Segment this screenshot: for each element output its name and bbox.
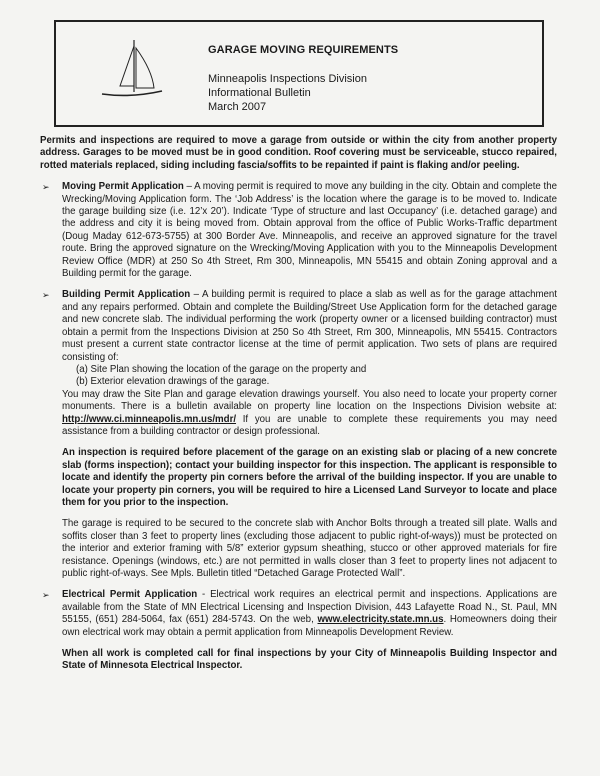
- plan-item-b: (b) Exterior elevation drawings of the garage.: [76, 376, 270, 388]
- electrical-permit-text-2: . Homeowners doing their own electrical work may obtain a permit application from Minneapolis Development Review.: [62, 614, 557, 638]
- arrow-bullet-icon: ➢: [42, 590, 50, 601]
- electrical-permit-text: - Electrical work requires an electrical permit and inspections. Applications are available from the State of MN Electrical Licensing and Inspection Division, 443 Lafayette Road N., St. Paul, MN 55155, (651) 284-5064, fax (651) 284-5743. On the web,: [62, 589, 557, 626]
- bulletin-date: March 2007: [208, 101, 267, 113]
- electrical-permit-heading: Electrical Permit Application: [62, 589, 198, 601]
- moving-permit-text: – A moving permit is required to move any building in the city. Obtain and complete the Wrecking/Moving Application form. The ‘Job Address’ is the location where the garage is to be moved to. Indicate the garage building size (i.e. 12’x 20’). Indicate ‘Type of structure and last Occupancy’ (i.e. detached garage) and the address and city it is being moved from. Obtain approval from the office of Public Works-Traffic department (Doug Maday 612-673-5755) at 300 Border Ave. Minneapolis, and receive an approved signature for the travel route. Bring the approved signature on the Wrecking/Moving Application with you to the Minneapolis Development Review Office (MDR) at 250 So 4th Street, Rm 300, Minneapolis, MN 55415 and obtain Zoning approval and a Building permit for the garage.: [62, 181, 557, 280]
- building-permit-section: [40, 289, 557, 438]
- intro-paragraph: Permits and inspections are required to move a garage from outside or within the city from another property address. Garages to be moved must be in good condition. Roof covering must be serviceable, stucco repaired, rotted materials replaced, siding including fascia/soffits to be repainted if paint is flaking and/or peeling.: [40, 135, 557, 171]
- final-inspection-notice: When all work is completed call for final inspections by your City of Minneapolis Building Inspector and State of Minnesota Electrical Inspector.: [62, 648, 557, 672]
- document-body: [40, 135, 557, 673]
- header-box: [54, 20, 544, 127]
- moving-permit-heading: Moving Permit Application: [62, 181, 184, 193]
- inspection-notice: An inspection is required before placement of the garage on an existing slab or placing of a new concrete slab (forms inspection); contact your building inspector for this inspection. The applicant is responsible to locate and identify the property pin corners before the arrival of the building inspector. If you are unable to locate your property pin corners, you will be required to hire a Licensed Land Surveyor to locate and place them for you prior to the inspection.: [62, 447, 557, 508]
- moving-permit-section: [40, 181, 557, 280]
- bulletin-type: Informational Bulletin: [208, 87, 311, 99]
- plan-item-a: (a) Site Plan showing the location of the garage on the property and: [76, 363, 367, 375]
- sailboat-logo-icon: [96, 36, 166, 106]
- building-permit-heading: Building Permit Application: [62, 289, 191, 301]
- mdr-website-link[interactable]: http://www.ci.minneapolis.mn.us/mdr/: [62, 413, 237, 425]
- building-permit-text-3: If you are unable to complete these requirements you may need assistance from a building contractor or design professional.: [62, 413, 557, 437]
- anchor-bolt-paragraph: The garage is required to be secured to the concrete slab with Anchor Bolts through a treated sill plate. Walls and soffits closer than 3 feet to property lines (excluding those adjacent to public right-of-ways)) must be protected on the interior and exterior framing with 5/8” exterior gypsum sheathing, stucco or other approved materials for fire resistance. Openings (windows, etc.) are not permitted in walls closer than 3 feet to property lines not adjacent to public right-of-ways. See Mpls. Bulletin titled “Detached Garage Protected Wall”.: [62, 518, 557, 579]
- electrical-permit-section: [40, 589, 557, 639]
- arrow-bullet-icon: ➢: [42, 290, 50, 301]
- electricity-website-link[interactable]: www.electricity.state.mn.us: [317, 614, 444, 626]
- building-permit-text: – A building permit is required to place a slab as well as for the garage attachment and any repairs performed. Obtain and complete the Building/Street Use Application form for the detached garage and new concrete slab. The individual performing the work (property owner or a licensed building contractor) must obtain a permit from the Inspections Division at 250 So 4th Street, Rm 300, Minneapolis, MN 55415. Contractors must present a current state contractor license at the time of permit application. Two sets of plans are required consisting of:: [62, 289, 557, 363]
- division-name: Minneapolis Inspections Division: [208, 73, 367, 85]
- arrow-bullet-icon: ➢: [42, 182, 50, 193]
- building-permit-text-2: You may draw the Site Plan and garage elevation drawings yourself. You also need to locate your property corner monuments. There is a bulletin available on property line location on the Inspections Division website at:: [62, 388, 557, 413]
- page-title: GARAGE MOVING REQUIREMENTS: [208, 44, 399, 56]
